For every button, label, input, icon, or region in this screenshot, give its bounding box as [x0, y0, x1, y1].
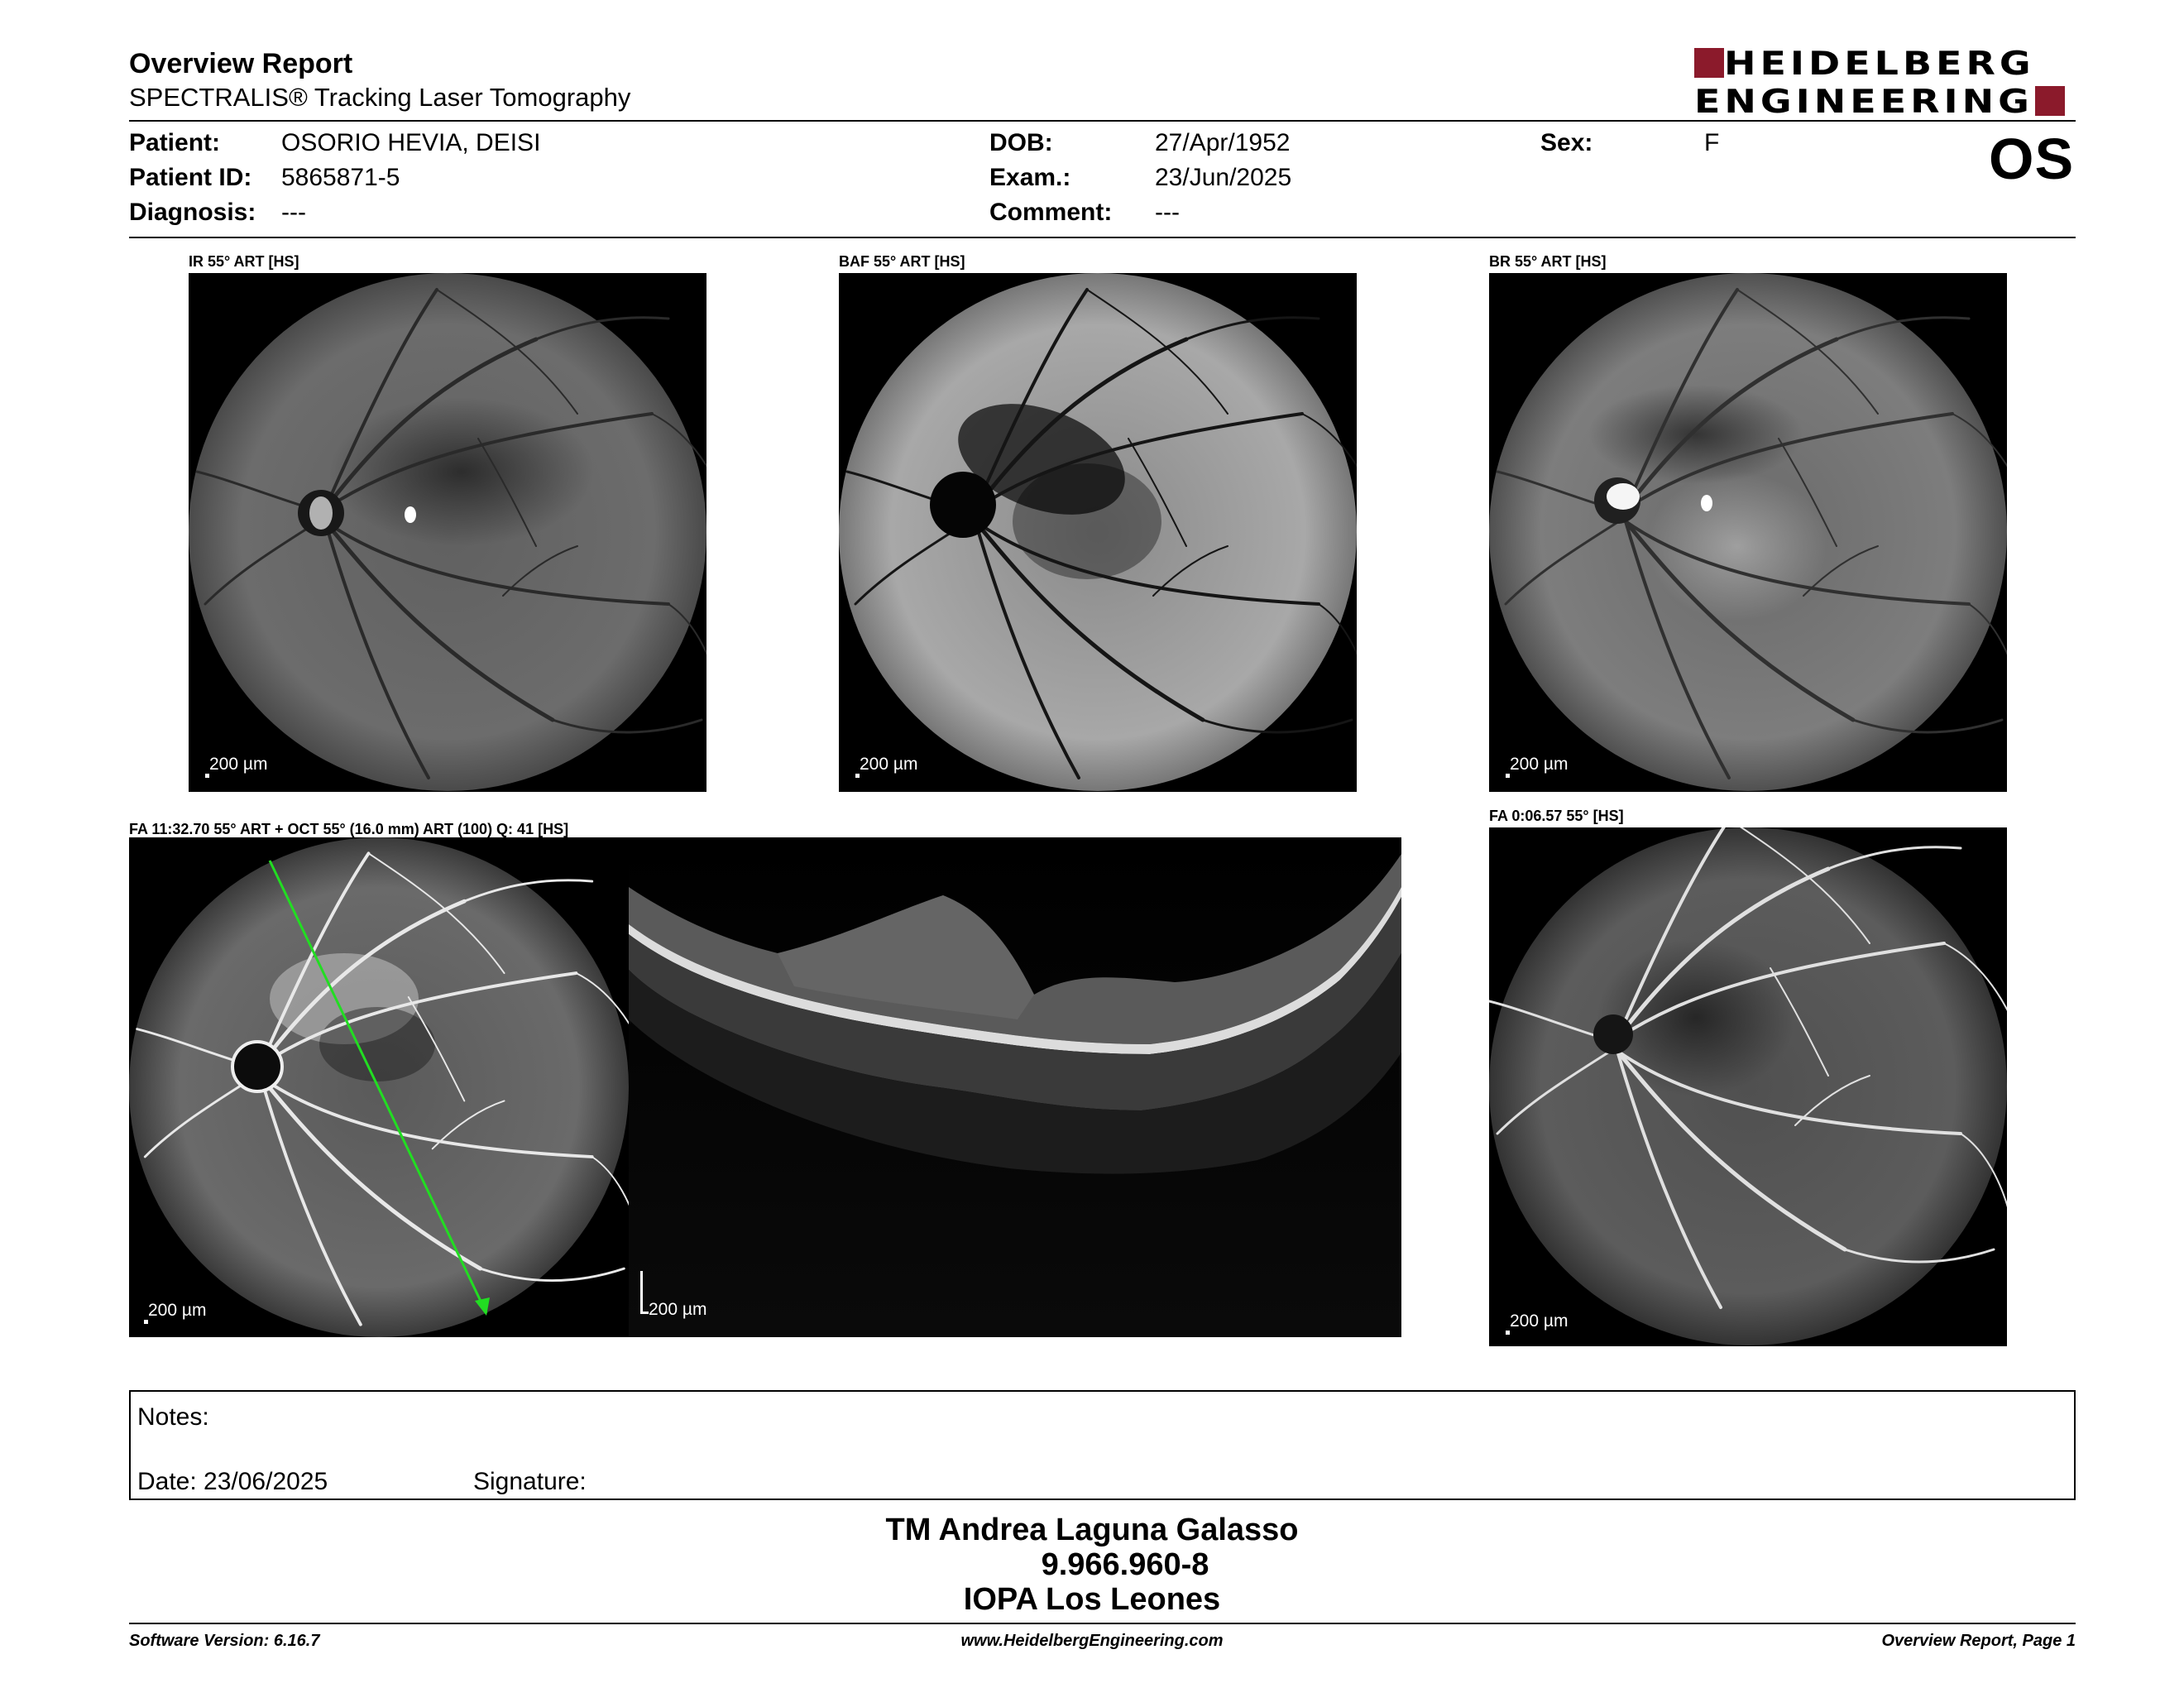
fa-early-title: FA 0:06.57 55° [HS]	[1489, 808, 1624, 824]
logo-line-2	[1694, 83, 2065, 119]
oct-scale-label: 200 µm	[649, 1300, 707, 1319]
br-image[interactable]	[1489, 273, 2007, 792]
logo-square-icon	[1694, 48, 1724, 78]
patient-info-rule	[129, 237, 2076, 238]
exam-label: Exam.:	[989, 164, 1071, 191]
oct-scale-bar-foot	[640, 1312, 649, 1314]
comment-label: Comment:	[989, 199, 1113, 226]
comment-value: ---	[1155, 199, 1180, 226]
notes-label: Notes:	[137, 1403, 209, 1431]
patient-value: OSORIO HEVIA, DEISI	[281, 129, 541, 156]
signer-id: 9.966.960-8	[1041, 1547, 1209, 1582]
logo-square-icon	[2035, 86, 2065, 116]
dob-value: 27/Apr/1952	[1155, 129, 1291, 156]
header-rule	[129, 120, 2076, 122]
report-subtitle: SPECTRALIS® Tracking Laser Tomography	[129, 83, 631, 112]
ir-scale-label: 200 µm	[209, 755, 268, 774]
patient-id-value: 5865871-5	[281, 164, 400, 191]
baf-image-title: BAF 55° ART [HS]	[839, 253, 965, 270]
baf-scale-label: 200 µm	[860, 755, 918, 774]
signature-label: Signature:	[473, 1468, 587, 1495]
exam-value: 23/Jun/2025	[1155, 164, 1292, 191]
footer-rule	[129, 1623, 2076, 1624]
ir-image-title: IR 55° ART [HS]	[189, 253, 299, 270]
signer-institution: IOPA Los Leones	[963, 1582, 1221, 1617]
logo-line-1	[1694, 45, 2035, 81]
diagnosis-value: ---	[281, 199, 306, 226]
oct-bscan-image[interactable]	[629, 837, 1401, 1337]
fa-early-scale-label: 200 µm	[1510, 1312, 1569, 1331]
sex-value: F	[1704, 129, 1720, 156]
fa-early-image[interactable]	[1489, 827, 2007, 1346]
logo-text-1: HEIDELBERG	[1724, 43, 2035, 83]
baf-image[interactable]	[839, 273, 1357, 792]
fa-oct-title: FA 11:32.70 55° ART + OCT 55° (16.0 mm) ART (100) Q: 41 [HS]	[129, 821, 569, 837]
eye-indicator: OS	[1989, 127, 2075, 191]
fa-fundus-image[interactable]	[129, 837, 629, 1337]
fa-scale-label: 200 µm	[148, 1301, 207, 1320]
br-image-title: BR 55° ART [HS]	[1489, 253, 1607, 270]
ir-image[interactable]	[189, 273, 706, 792]
website-link[interactable]: www.HeidelbergEngineering.com	[960, 1632, 1224, 1650]
report-title: Overview Report	[129, 48, 353, 79]
logo-text-2: ENGINEERING	[1694, 81, 2033, 121]
patient-label: Patient:	[129, 129, 221, 156]
page-indicator: Overview Report, Page 1	[1881, 1632, 2076, 1650]
notes-box[interactable]	[129, 1390, 2076, 1500]
br-scale-label: 200 µm	[1510, 755, 1569, 774]
signer-name: TM Andrea Laguna Galasso	[885, 1513, 1299, 1547]
diagnosis-label: Diagnosis:	[129, 199, 256, 226]
oct-scale-bar-icon	[640, 1271, 643, 1314]
patient-id-label: Patient ID:	[129, 164, 252, 191]
date-label: Date: 23/06/2025	[137, 1468, 328, 1495]
software-version: Software Version: 6.16.7	[129, 1632, 320, 1650]
dob-label: DOB:	[989, 129, 1053, 156]
sex-label: Sex:	[1540, 129, 1593, 156]
